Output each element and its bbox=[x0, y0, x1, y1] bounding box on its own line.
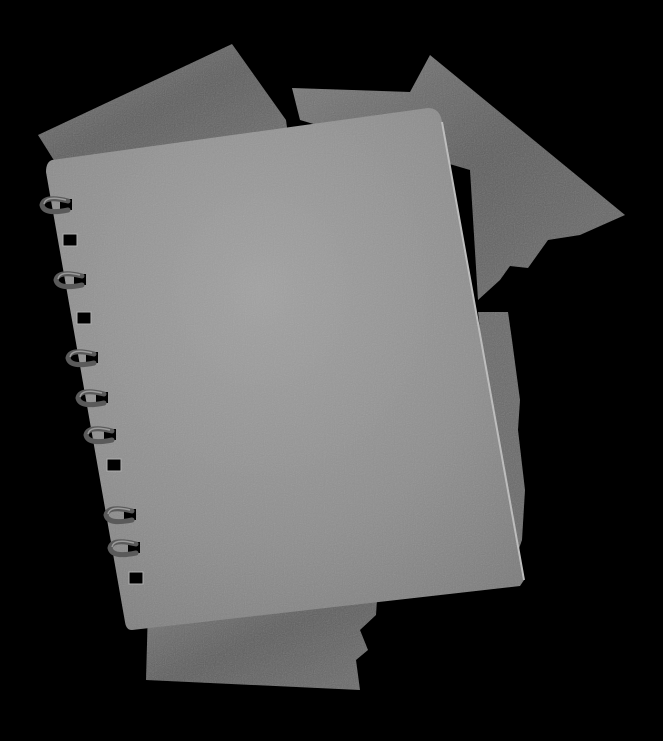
binding-hole bbox=[63, 234, 77, 246]
binding-hole bbox=[107, 459, 121, 471]
notebook-page bbox=[46, 108, 524, 630]
binding-hole bbox=[129, 572, 143, 584]
binding-hole bbox=[77, 312, 91, 324]
